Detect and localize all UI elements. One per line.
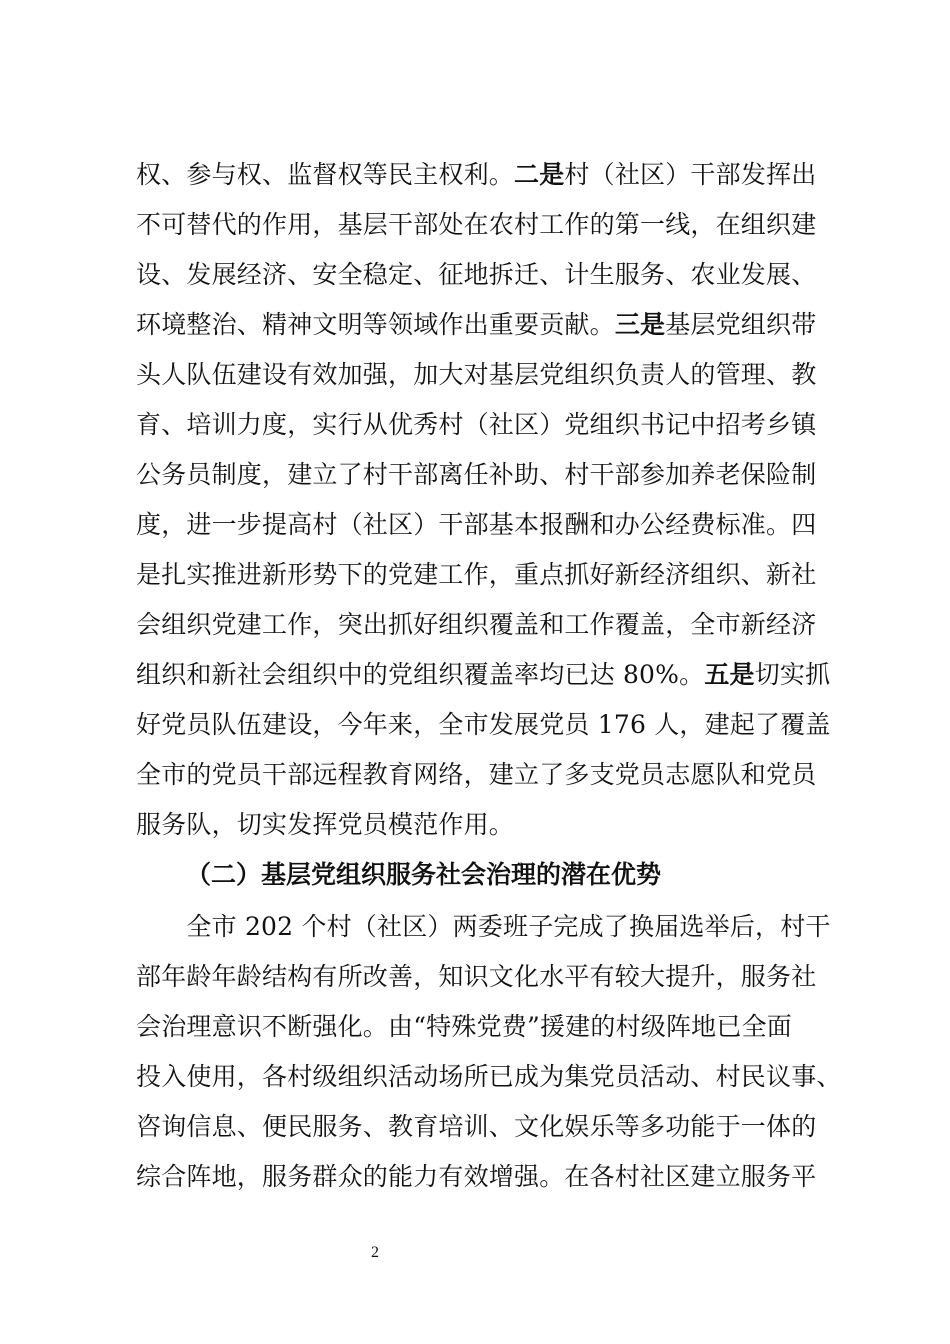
text-line: 会治理意识不断强化。由“特殊党费”援建的村级阵地已全面 <box>136 1012 792 1041</box>
text-line: 会组织党建工作，突出抓好组织覆盖和工作覆盖，全市新经济 <box>136 610 817 639</box>
text-line: 不可替代的作用，基层干部处在农村工作的第一线，在组织建 <box>136 210 817 239</box>
text-line: 育、培训力度，实行从优秀村（社区）党组织书记中招考乡镇 <box>136 410 817 439</box>
text-line: 公务员制度，建立了村干部离任补助、村干部参加养老保险制 <box>136 460 817 489</box>
text-line: 部年龄年龄结构有所改善，知识文化水平有较大提升，服务社 <box>136 962 817 991</box>
text-line: 投入使用，各村级组织活动场所已成为集党员活动、村民议事、 <box>136 1062 842 1091</box>
text-line: 综合阵地，服务群众的能力有效增强。在各村社区建立服务平 <box>136 1162 817 1191</box>
text-line: 服务队，切实发挥党员模范作用。 <box>136 810 515 839</box>
text-line: 组织和新社会组织中的党组织覆盖率均已达 80%。五是切实抓 <box>136 660 831 689</box>
text-line: 度，进一步提高村（社区）干部基本报酬和办公经费标准。四 <box>136 510 817 539</box>
text-line: 是扎实推进新形势下的党建工作，重点抓好新经济组织、新社 <box>136 560 817 589</box>
section-heading: （二）基层党组织服务社会治理的潜在优势 <box>186 860 662 889</box>
text-line: 全市的党员干部远程教育网络，建立了多支党员志愿队和党员 <box>136 760 817 789</box>
text-line: 好党员队伍建设，今年来，全市发展党员 176 人，建起了覆盖 <box>136 710 831 739</box>
text-line: 全市 202 个村（社区）两委班子完成了换届选举后，村干 <box>136 912 831 941</box>
text-line: 权、参与权、监督权等民主权利。二是村（社区）干部发挥出 <box>136 160 817 189</box>
text-line: 咨询信息、便民服务、教育培训、文化娱乐等多功能于一体的 <box>136 1112 817 1141</box>
text-line: 设、发展经济、安全稳定、征地拆迁、计生服务、农业发展、 <box>136 260 817 289</box>
text-line: 环境整治、精神文明等领域作出重要贡献。三是基层党组织带 <box>136 310 817 339</box>
text-line: 头人队伍建设有效加强，加大对基层党组织负责人的管理、教 <box>136 360 817 389</box>
page-number: 2 <box>371 1244 379 1261</box>
